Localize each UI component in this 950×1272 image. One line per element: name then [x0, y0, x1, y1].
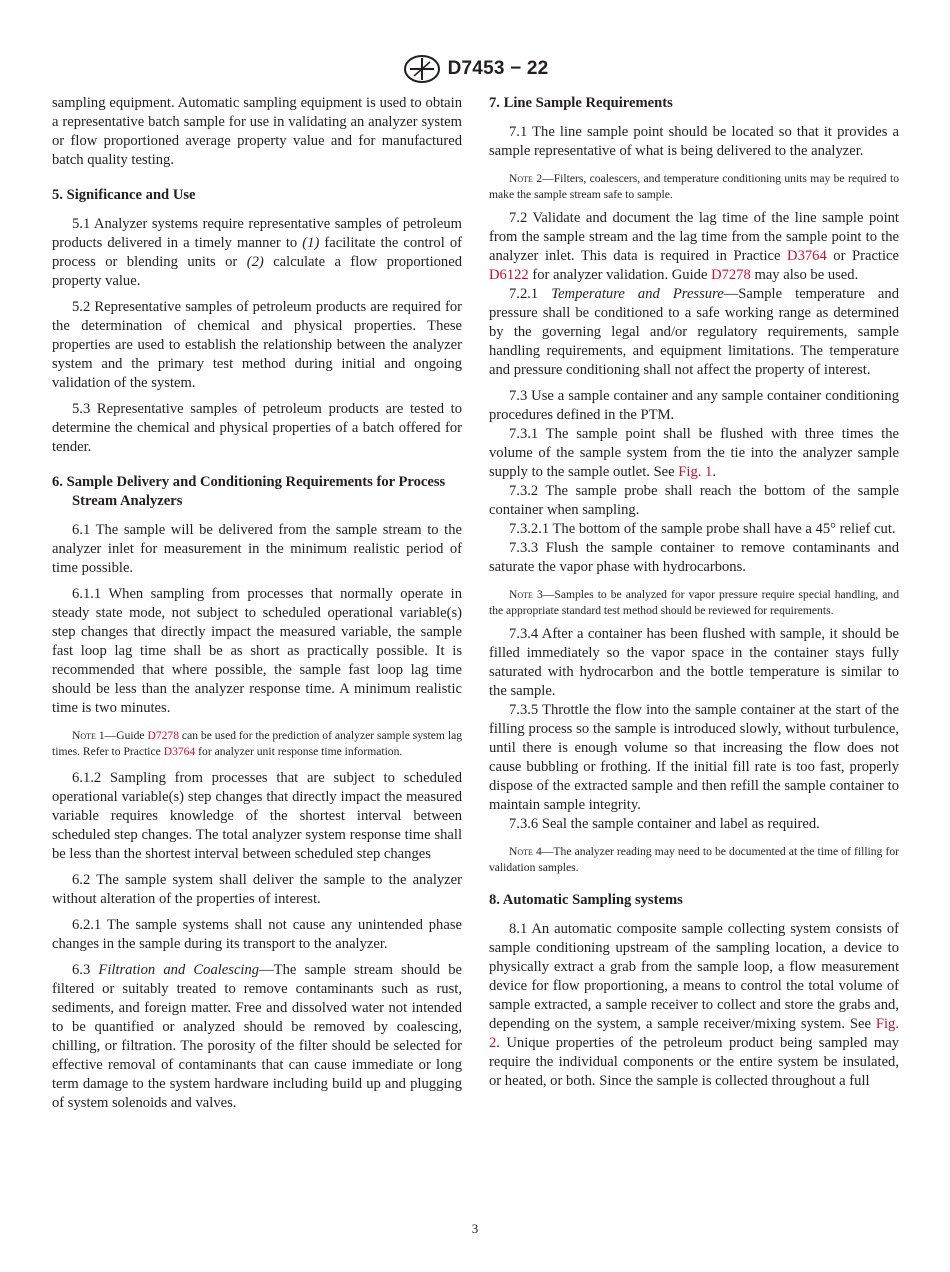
note-3: Note 3—Samples to be analyzed for vapor pressure require special handling, and the appropriate standard test method should be reviewed for requirements.	[489, 588, 899, 617]
paragraph-7-3-1: 7.3.1 The sample point shall be flushed with three times the volume of the sample system from the tie into the analyzer sample supply to the sample outlet. See Fig. 1.	[489, 426, 899, 480]
section-5-heading: 5. Significance and Use	[52, 187, 196, 203]
paragraph-7-3-6: 7.3.6 Seal the sample container and label as required.	[509, 816, 820, 832]
standard-designation: D7453 − 22	[447, 58, 549, 79]
section-8-heading: 8. Automatic Sampling systems	[489, 892, 683, 908]
paragraph-6-1-1: 6.1.1 When sampling from processes that normally operate in steady state mode, not subject to scheduled operational variable(s) step changes that directly impact the measured variable, the sample fast loop lag time shall be as short as practically possible. It is recommended that where possible, the sample fast loop lag time should be less than the analyzer response time. A minimum realistic time is two minutes.	[52, 586, 462, 716]
link-d3764[interactable]: D3764	[787, 248, 827, 264]
paragraph-7-3-4: 7.3.4 After a container has been flushed with sample, it should be filled immediately so the vapor space in the container stays fully saturated with hydrocarbon and the bottle temperature is similar to the sample.	[489, 626, 899, 699]
link-d7278[interactable]: D7278	[711, 267, 751, 283]
link-fig-1[interactable]: Fig. 1	[678, 464, 713, 480]
note-2: Note 2—Filters, coalescers, and temperature conditioning units may be required to make the sample stream safe to sample.	[489, 172, 899, 201]
paragraph-5-1: 5.1 Analyzer systems require representative samples of petroleum products delivered in a timely manner to (1) facilitate the control of process or blending units or (2) calculate a flow proportioned property value.	[52, 216, 462, 289]
link-d7278[interactable]: D7278	[147, 729, 180, 742]
paragraph-7-2-1: 7.2.1 Temperature and Pressure—Sample temperature and pressure shall be conditioned to a safe working range as determined by the governing legal and/or regulatory requirements, sample handling requirements, and equipment limitations. The temperature and pressure conditioning shall not affect the property of interest.	[489, 286, 900, 378]
right-column	[489, 94, 899, 1091]
paragraph-6-1-2: 6.1.2 Sampling from processes that are subject to scheduled operational variable(s) step changes that directly impact the measured variable requires knowledge of the shortest interval between scheduled step changes. The total analyzer system response time shall be less than the shortest interval between scheduled step changes	[52, 770, 462, 862]
paragraph-7-3-2-1: 7.3.2.1 The bottom of the sample probe shall have a 45° relief cut.	[509, 521, 896, 537]
paragraph-6-2-1: 6.2.1 The sample systems shall not cause any unintended phase changes in the sample during its transport to the analyzer.	[52, 917, 462, 952]
paragraph-7-3: 7.3 Use a sample container and any sample container conditioning procedures defined in the PTM.	[489, 388, 899, 423]
paragraph-5-2: 5.2 Representative samples of petroleum products are required for the determination of chemical and physical properties. These properties are used to establish the relationship between the analyzer system and the primary test method during initial and ongoing validation of the system.	[52, 299, 462, 391]
link-d3764[interactable]: D3764	[163, 744, 196, 758]
paragraph-6-2: 6.2 The sample system shall deliver the sample to the analyzer without alteration of the properties of interest.	[52, 872, 462, 907]
section-6-heading: 6. Sample Delivery and Conditioning Requirements for Process Stream Analyzers	[52, 474, 446, 509]
paragraph-7-1: 7.1 The line sample point should be located so that it provides a sample representative of what is being delivered to the analyzer.	[489, 124, 899, 159]
paragraph-8-1: 8.1 An automatic composite sample collecting system consists of sample conditioning upstream of the sampling location, a device to physically extract a grab from the sample loop, a flow measurement device for flow proportioning, a means to control the total volume of sample extracted, a sample receiver to collect and store the grabs and, depending on the system, a sample receiver/mixing system. See Fig. 2. Unique properties of the petroleum product being sampled may require the individual components or the entire system be insulated, or heated, or both. Since the sample is collected throughout a full	[489, 921, 899, 1089]
paragraph-7-3-5: 7.3.5 Throttle the flow into the sample container at the start of the filling process so the sample is introduced slowly, without turbulence, until there is enough volume so that increasing the flow does not cause bubbling or frothing. If the initial fill rate is too fast, properly dispose of the extracted sample and then refill the sample container to maintain sample integrity.	[489, 702, 899, 813]
paragraph-6-3: 6.3 Filtration and Coalescing—The sample stream should be filtered or suitably treated to remove contaminants such as rust, sediments, and foreign matter. Free and dissolved water not intended to be quantified or analyzed should be removed by coalescing, chilling, or filtration. The porosity of the filter should be selected for effective removal of contaminants that can cause immediate or long term damage to the system hardware including build up and plugging of system solenoids and valves.	[52, 962, 463, 1111]
astm-logo-icon	[402, 54, 442, 84]
note-4: Note 4—The analyzer reading may need to be documented at the time of filling for validation samples.	[489, 845, 899, 874]
page-header	[0, 52, 950, 86]
link-d6122[interactable]: D6122	[489, 267, 529, 283]
paragraph-7-3-3: 7.3.3 Flush the sample container to remove contaminants and saturate the vapor phase with hydrocarbons.	[489, 540, 899, 575]
left-column	[52, 94, 462, 1113]
page-number: 3	[471, 1221, 479, 1236]
paragraph-6-1: 6.1 The sample will be delivered from the sample stream to the analyzer inlet for measurement in the minimum realistic period of time possible.	[52, 522, 462, 576]
paragraph-7-2: 7.2 Validate and document the lag time of the line sample point from the sample stream and the lag time from the sample point to the analyzer inlet. This data is required in Practice D3764 or Practice D6122 for analyzer validation. Guide D7278 may also be used.	[489, 210, 899, 283]
note-1: Note 1—Guide D7278 can be used for the prediction of analyzer sample system lag times. Refer to Practice D3764 for analyzer unit response time information.	[52, 729, 463, 758]
section-7-heading: 7. Line Sample Requirements	[489, 95, 673, 111]
continued-paragraph: sampling equipment. Automatic sampling equipment is used to obtain a representative batch sample for use in validating an analyzer system or flow proportioned average property value and for manufactured batch quality testing.	[52, 95, 462, 168]
link-fig-2[interactable]: Fig. 2	[489, 1016, 899, 1051]
paragraph-7-3-2: 7.3.2 The sample probe shall reach the bottom of the sample container when sampling.	[489, 483, 899, 518]
paragraph-5-3: 5.3 Representative samples of petroleum products are tested to determine the chemical and physical properties of a batch offered for tender.	[52, 401, 462, 455]
